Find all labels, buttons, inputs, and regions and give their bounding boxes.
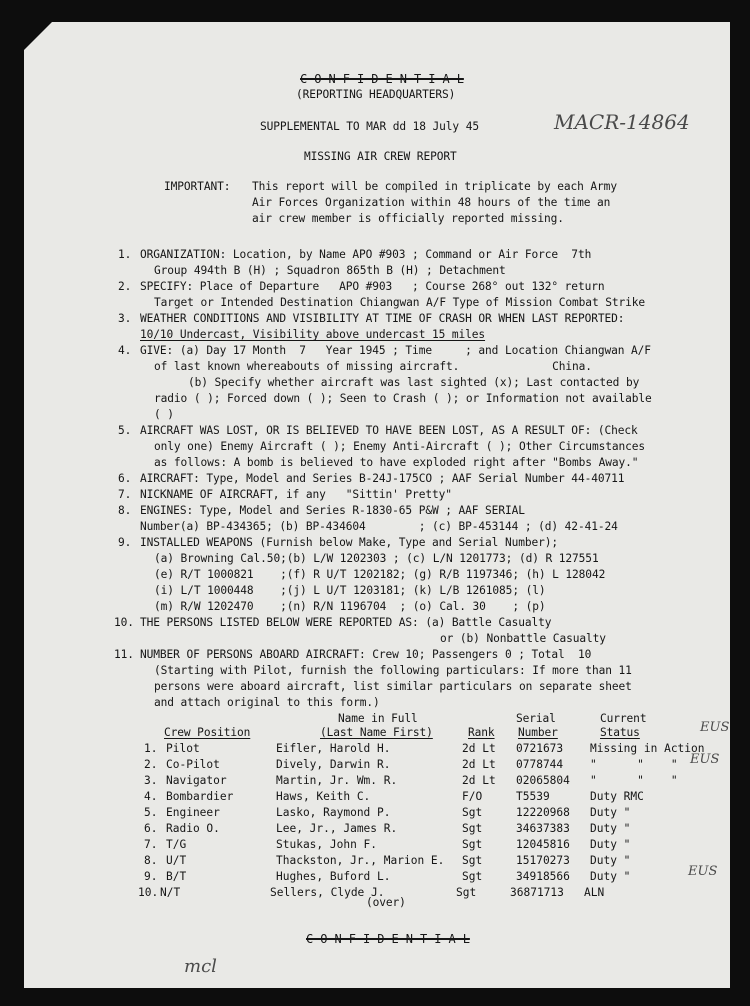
document-page bbox=[24, 22, 730, 988]
give-line-2: of last known whereabouts of missing aircraft. China. bbox=[154, 360, 592, 373]
crew-status: Duty " bbox=[590, 806, 631, 819]
crew-status: Duty " bbox=[590, 838, 631, 851]
persons-line-1: THE PERSONS LISTED BELOW WERE REPORTED AS: (a) Battle Casualty bbox=[140, 616, 552, 629]
classification-bottom: C O N F I D E N T I A L bbox=[306, 932, 470, 946]
crew-status: " " " bbox=[590, 774, 678, 787]
crew-serial: 0778744 bbox=[516, 758, 564, 771]
table-row bbox=[144, 742, 704, 756]
crew-position: N/T bbox=[160, 886, 181, 899]
important-line-1: This report will be compiled in triplicate by each Army bbox=[252, 180, 617, 193]
crew-rank: Sgt bbox=[462, 870, 483, 883]
item-number: 11. bbox=[114, 648, 134, 661]
crew-position: Bombardier bbox=[166, 790, 234, 803]
crew-serial: 02065804 bbox=[516, 774, 570, 787]
crew-name: Thackston, Jr., Marion E. bbox=[276, 854, 445, 867]
crew-status: ALN bbox=[584, 886, 605, 899]
crew-serial: 0721673 bbox=[516, 742, 564, 755]
header-rank: Rank bbox=[468, 726, 495, 739]
organization-line-1: ORGANIZATION: Location, by Name APO #903 ; Command or Air Force 7th bbox=[140, 248, 592, 261]
crew-rank: Sgt bbox=[456, 886, 477, 899]
row-number: 1. bbox=[144, 742, 158, 755]
header-current: Current bbox=[600, 712, 647, 725]
table-row bbox=[144, 870, 704, 884]
row-number: 7. bbox=[144, 838, 158, 851]
handwritten-eus-3: EUS bbox=[688, 864, 718, 879]
crew-status: Duty " bbox=[590, 822, 631, 835]
crew-serial: 12045816 bbox=[516, 838, 570, 851]
weather-line-2: 10/10 Undercast, Visibility above undercast 15 miles bbox=[140, 328, 486, 341]
weapons-line-3: (e) R/T 1000821 ;(f) R U/T 1202182; (g) R/B 1197346; (h) L 128042 bbox=[154, 568, 606, 581]
crew-position: Pilot bbox=[166, 742, 200, 755]
crew-position: U/T bbox=[166, 854, 187, 867]
give-line-4: radio ( ); Forced down ( ); Seen to Crash ( ); or Information not available bbox=[154, 392, 652, 405]
weapons-line-5: (m) R/W 1202470 ;(n) R/N 1196704 ; (o) Cal. 30 ; (p) bbox=[154, 600, 546, 613]
row-number: 2. bbox=[144, 758, 158, 771]
table-row bbox=[144, 822, 704, 836]
aircraft-line: AIRCRAFT: Type, Model and Series B-24J-175CO ; AAF Serial Number 44-40711 bbox=[140, 472, 625, 485]
give-line-1: GIVE: (a) Day 17 Month 7 Year 1945 ; Time ; and Location Chiangwan A/F bbox=[140, 344, 651, 357]
header-serial: Serial bbox=[516, 712, 556, 725]
table-row bbox=[144, 838, 704, 852]
crew-position: B/T bbox=[166, 870, 187, 883]
crew-rank: 2d Lt bbox=[462, 742, 496, 755]
cause-line-1: AIRCRAFT WAS LOST, OR IS BELIEVED TO HAVE BEEN LOST, AS A RESULT OF: (Check bbox=[140, 424, 638, 437]
handwritten-eus-2: EUS bbox=[690, 752, 720, 767]
crew-serial: 12220968 bbox=[516, 806, 570, 819]
crew-position: T/G bbox=[166, 838, 187, 851]
crew-name: Lasko, Raymond P. bbox=[276, 806, 391, 819]
weapons-line-1: INSTALLED WEAPONS (Furnish below Make, Type and Serial Number); bbox=[140, 536, 559, 549]
particulars-line-1: (Starting with Pilot, furnish the following particulars: If more than 11 bbox=[154, 664, 632, 677]
weapons-line-4: (i) L/T 1000448 ;(j) L U/T 1203181; (k) L/B 1261085; (l) bbox=[154, 584, 546, 597]
crew-serial: T5539 bbox=[516, 790, 550, 803]
row-number: 4. bbox=[144, 790, 158, 803]
crew-name: Stukas, John F. bbox=[276, 838, 378, 851]
crew-name: Hughes, Buford L. bbox=[276, 870, 391, 883]
engines-line-1: ENGINES: Type, Model and Series R-1830-65 P&W ; AAF SERIAL bbox=[140, 504, 525, 517]
crew-rank: 2d Lt bbox=[462, 758, 496, 771]
important-line-2: Air Forces Organization within 48 hours of the time an bbox=[252, 196, 611, 209]
handwritten-eus-1: EUS bbox=[700, 720, 730, 735]
crew-rank: Sgt bbox=[462, 854, 483, 867]
crew-name: Lee, Jr., James R. bbox=[276, 822, 398, 835]
row-number: 8. bbox=[144, 854, 158, 867]
persons-line-2: or (b) Nonbattle Casualty bbox=[440, 632, 606, 645]
cause-line-2: only one) Enemy Aircraft ( ); Enemy Anti-Aircraft ( ); Other Circumstances bbox=[154, 440, 646, 453]
table-row bbox=[144, 806, 704, 820]
item-number: 9. bbox=[118, 536, 132, 549]
crew-serial: 34918566 bbox=[516, 870, 570, 883]
table-row bbox=[144, 854, 704, 868]
crew-position: Engineer bbox=[166, 806, 220, 819]
crew-position: Co-Pilot bbox=[166, 758, 220, 771]
crew-rank: Sgt bbox=[462, 822, 483, 835]
specify-line-1: SPECIFY: Place of Departure APO #903 ; Course 268° out 132° return bbox=[140, 280, 605, 293]
folded-corner bbox=[24, 22, 52, 50]
crew-name: Sellers, Clyde J. bbox=[270, 886, 385, 899]
crew-status: Duty " bbox=[590, 870, 631, 883]
report-title: MISSING AIR CREW REPORT bbox=[304, 150, 457, 163]
nickname-line: NICKNAME OF AIRCRAFT, if any "Sittin' Pretty" bbox=[140, 488, 452, 501]
crew-name: Dively, Darwin R. bbox=[276, 758, 391, 771]
supplemental-line: SUPPLEMENTAL TO MAR dd 18 July 45 bbox=[260, 120, 479, 133]
item-number: 3. bbox=[118, 312, 132, 325]
item-number: 6. bbox=[118, 472, 132, 485]
weather-line-1: WEATHER CONDITIONS AND VISIBILITY AT TIME OF CRASH OR WHEN LAST REPORTED: bbox=[140, 312, 625, 325]
weapons-line-2: (a) Browning Cal.50;(b) L/W 1202303 ; (c) L/N 1201773; (d) R 127551 bbox=[154, 552, 599, 565]
number-aboard-line: NUMBER OF PERSONS ABOARD AIRCRAFT: Crew 10; Passengers 0 ; Total 10 bbox=[140, 648, 592, 661]
classification-top: C O N F I D E N T I A L bbox=[300, 72, 464, 86]
item-number: 1. bbox=[118, 248, 132, 261]
give-line-3: (b) Specify whether aircraft was last sighted (x); Last contacted by bbox=[188, 376, 640, 389]
crew-name: Martin, Jr. Wm. R. bbox=[276, 774, 398, 787]
header-name-in-full: Name in Full bbox=[338, 712, 418, 725]
crew-serial: 15170273 bbox=[516, 854, 570, 867]
row-number: 10. bbox=[138, 886, 159, 899]
engines-line-2: Number(a) BP-434365; (b) BP-434604 ; (c) BP-453144 ; (d) 42-41-24 bbox=[140, 520, 618, 533]
table-row bbox=[144, 774, 704, 788]
crew-serial: 34637383 bbox=[516, 822, 570, 835]
row-number: 5. bbox=[144, 806, 158, 819]
row-number: 9. bbox=[144, 870, 158, 883]
particulars-line-2: persons were aboard aircraft, list similar particulars on separate sheet bbox=[154, 680, 632, 693]
item-number: 2. bbox=[118, 280, 132, 293]
crew-name: Haws, Keith C. bbox=[276, 790, 371, 803]
header-crew-position: Crew Position bbox=[164, 726, 251, 739]
crew-rank: F/O bbox=[462, 790, 483, 803]
crew-position: Navigator bbox=[166, 774, 227, 787]
crew-rank: Sgt bbox=[462, 806, 483, 819]
header-last-name-first: (Last Name First) bbox=[320, 726, 433, 739]
header-status: Status bbox=[600, 726, 640, 739]
important-line-3: air crew member is officially reported missing. bbox=[252, 212, 564, 225]
crew-status: Duty RMC bbox=[590, 790, 644, 803]
specify-line-2: Target or Intended Destination Chiangwan A/F Type of Mission Combat Strike bbox=[154, 296, 646, 309]
crew-status: " " " bbox=[590, 758, 678, 771]
table-row bbox=[144, 758, 704, 772]
row-number: 3. bbox=[144, 774, 158, 787]
particulars-line-3: and attach original to this form.) bbox=[154, 696, 380, 709]
row-number: 6. bbox=[144, 822, 158, 835]
item-number: 8. bbox=[118, 504, 132, 517]
header-number: Number bbox=[518, 726, 558, 739]
reporting-headquarters: (REPORTING HEADQUARTERS) bbox=[296, 88, 456, 101]
crew-status: Duty " bbox=[590, 854, 631, 867]
table-row bbox=[144, 790, 704, 804]
crew-status: Missing in Action bbox=[590, 742, 705, 755]
item-number: 10. bbox=[114, 616, 134, 629]
item-number: 5. bbox=[118, 424, 132, 437]
give-line-5: ( ) bbox=[154, 408, 174, 421]
important-label: IMPORTANT: bbox=[164, 180, 231, 193]
handwritten-initials: mcl bbox=[184, 956, 217, 977]
crew-rank: Sgt bbox=[462, 838, 483, 851]
crew-serial: 36871713 bbox=[510, 886, 564, 899]
item-number: 7. bbox=[118, 488, 132, 501]
over-note: (over) bbox=[366, 896, 406, 909]
crew-position: Radio O. bbox=[166, 822, 220, 835]
cause-line-3: as follows: A bomb is believed to have exploded right after "Bombs Away." bbox=[154, 456, 639, 469]
organization-line-2: Group 494th B (H) ; Squadron 865th B (H) ; Detachment bbox=[154, 264, 506, 277]
crew-name: Eifler, Harold H. bbox=[276, 742, 391, 755]
handwritten-macr-number: MACR-14864 bbox=[554, 110, 690, 134]
table-row bbox=[138, 886, 698, 900]
item-number: 4. bbox=[118, 344, 132, 357]
crew-rank: 2d Lt bbox=[462, 774, 496, 787]
